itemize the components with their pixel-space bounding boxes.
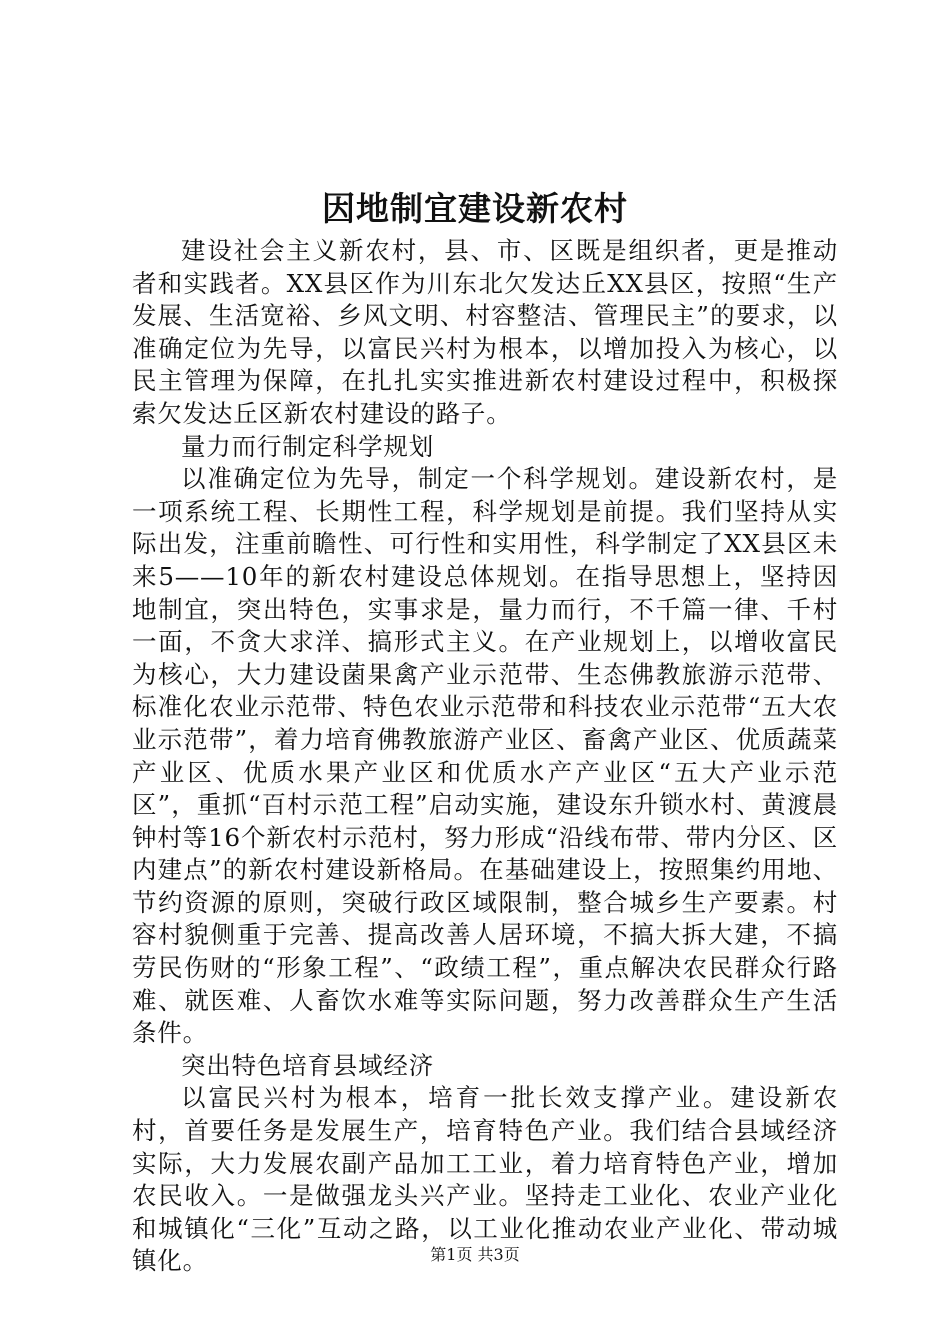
paragraph-planning: 以准确定位为先导，制定一个科学规划。建设新农村，是一项系统工程、长期性工程，科学规划是前提。我们坚持从实际出发，注重前瞻性、可行性和实用性，科学制定了XX县区未来5——10年的新农村建设总体规划。在指导思想上，坚持因地制宜，突出特色，实事求是，量力而行，不千篇一律、千村一面，不贪大求洋、搞形式主义。在产业规划上，以增收富民为核心，大力建设菌果禽产业示范带、生态佛教旅游示范带、标准化农业示范带、特色农业示范带和科技农业示范带“五大农业示范带”，着力培育佛教旅游产业区、畜禽产业区、优质蔬菜产业区、优质水果产业区和优质水产产业区“五大产业示范区”，重抓“百村示范工程”启动实施，建设东升锁水村、黄渡晨钟村等16个新农村示范村，努力形成“沿线布带、带内分区、区内建点”的新农村建设新格局。在基础建设上，按照集约用地、节约资源的原则，突破行政区域限制，整合城乡生产要素。村容村貌侧重于完善、提高改善人居环境，不搞大拆大建，不搞劳民伤财的“形象工程”、“政绩工程”，重点解决农民群众行路难、就医难、人畜饮水难等实际问题，努力改善群众生产生活条件。	[132, 464, 838, 1048]
document-title: 因地制宜建设新农村	[322, 189, 628, 228]
section-heading-planning: 量力而行制定科学规划	[181, 431, 434, 461]
section-heading-economy: 突出特色培育县域经济	[181, 1050, 434, 1080]
paragraph-economy: 以富民兴村为根本，培育一批长效支撑产业。建设新农村，首要任务是发展生产，培育特色产业。我们结合县域经济实际，大力发展农副产品加工工业，着力培育特色产业，增加农民收入。一是做强龙头兴产业。坚持走工业化、农业产业化和城镇化“三化”互动之路，以工业化推动农业产业化、带动城镇化。	[132, 1083, 838, 1276]
document-body	[132, 235, 838, 1278]
paragraph-intro: 建设社会主义新农村，县、市、区既是组织者，更是推动者和实践者。XX县区作为川东北欠发达丘XX县区，按照“生产发展、生活宽裕、乡风文明、村容整洁、管理民主”的要求，以准确定位为先导，以富民兴村为根本，以增加投入为核心，以民主管理为保障，在扎扎实实推进新农村建设过程中，积极探索欠发达丘区新农村建设的路子。	[132, 236, 838, 428]
page-number-footer: 第1页 共3页	[430, 1245, 520, 1264]
